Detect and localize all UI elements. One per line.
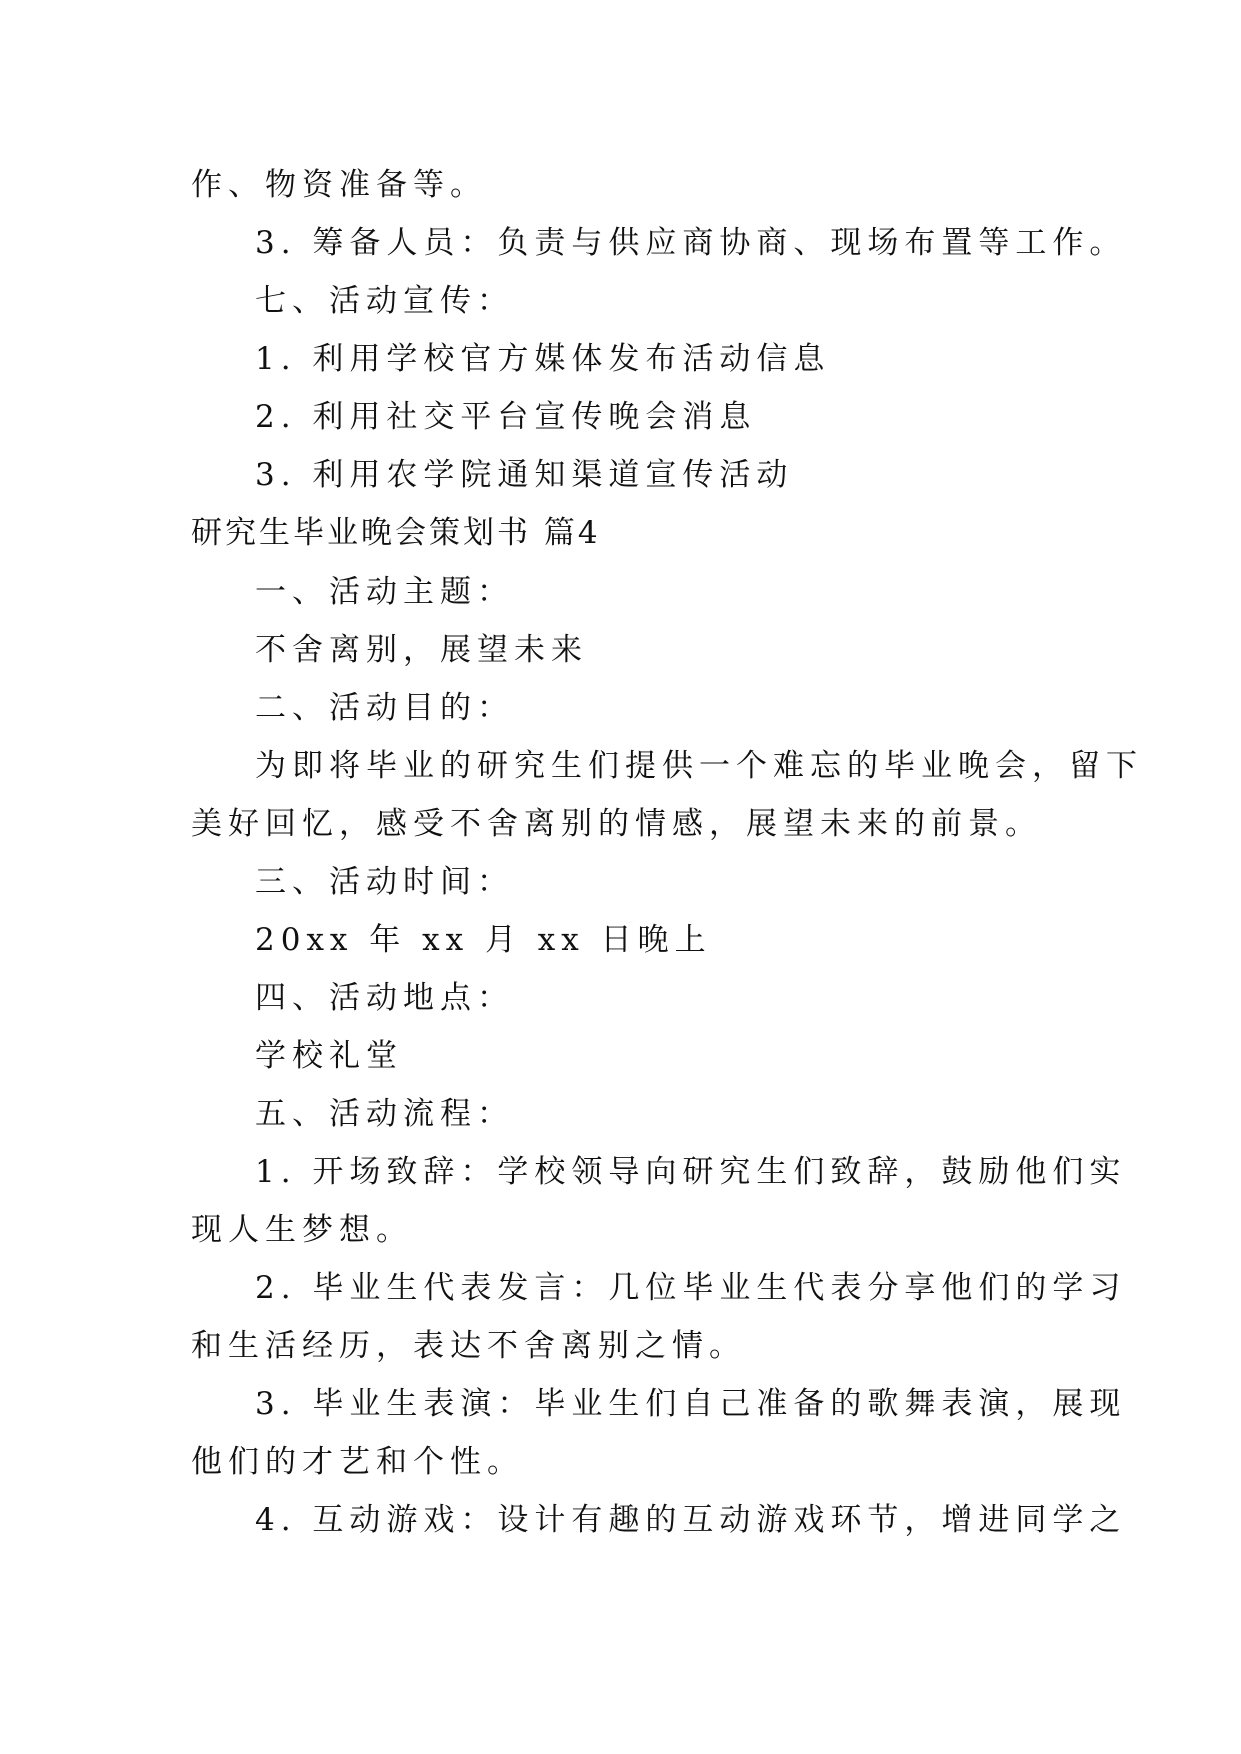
list-item: 1. 开场致辞：学校领导向研究生们致辞，鼓励他们实 [255, 1154, 1127, 1190]
paragraph-line: 美好回忆，感受不舍离别的情感，展望未来的前景。 [191, 806, 1042, 842]
section-heading: 一、活动主题： [255, 574, 514, 610]
paragraph-line: 为即将毕业的研究生们提供一个难忘的毕业晚会，留下 [255, 748, 1143, 784]
list-item: 1. 利用学校官方媒体发布活动信息 [255, 341, 831, 377]
section-heading: 四、活动地点： [255, 980, 514, 1016]
section-heading: 五、活动流程： [255, 1096, 514, 1132]
paragraph-line: 作、物资准备等。 [191, 167, 487, 203]
list-item: 4. 互动游戏：设计有趣的互动游戏环节，增进同学之 [255, 1502, 1127, 1538]
list-item: 3. 利用农学院通知渠道宣传活动 [255, 457, 794, 493]
list-item: 2. 毕业生代表发言：几位毕业生代表分享他们的学习 [255, 1270, 1127, 1306]
list-item: 2. 利用社交平台宣传晚会消息 [255, 399, 757, 435]
section-heading: 三、活动时间： [255, 864, 514, 900]
article-title: 研究生毕业晚会策划书 篇4 [191, 515, 601, 551]
list-item: 3. 筹备人员：负责与供应商协商、现场布置等工作。 [255, 225, 1127, 261]
paragraph-line: 不舍离别，展望未来 [255, 632, 588, 668]
section-heading: 七、活动宣传： [255, 283, 514, 319]
paragraph-line: 学校礼堂 [255, 1038, 403, 1074]
paragraph-line: 他们的才艺和个性。 [191, 1444, 524, 1480]
paragraph-line: 现人生梦想。 [191, 1212, 413, 1248]
list-item: 3. 毕业生表演：毕业生们自己准备的歌舞表演，展现 [255, 1386, 1127, 1422]
paragraph-line: 20xx 年 xx 月 xx 日晚上 [255, 922, 712, 958]
section-heading: 二、活动目的： [255, 690, 514, 726]
paragraph-line: 和生活经历，表达不舍离别之情。 [191, 1328, 746, 1364]
